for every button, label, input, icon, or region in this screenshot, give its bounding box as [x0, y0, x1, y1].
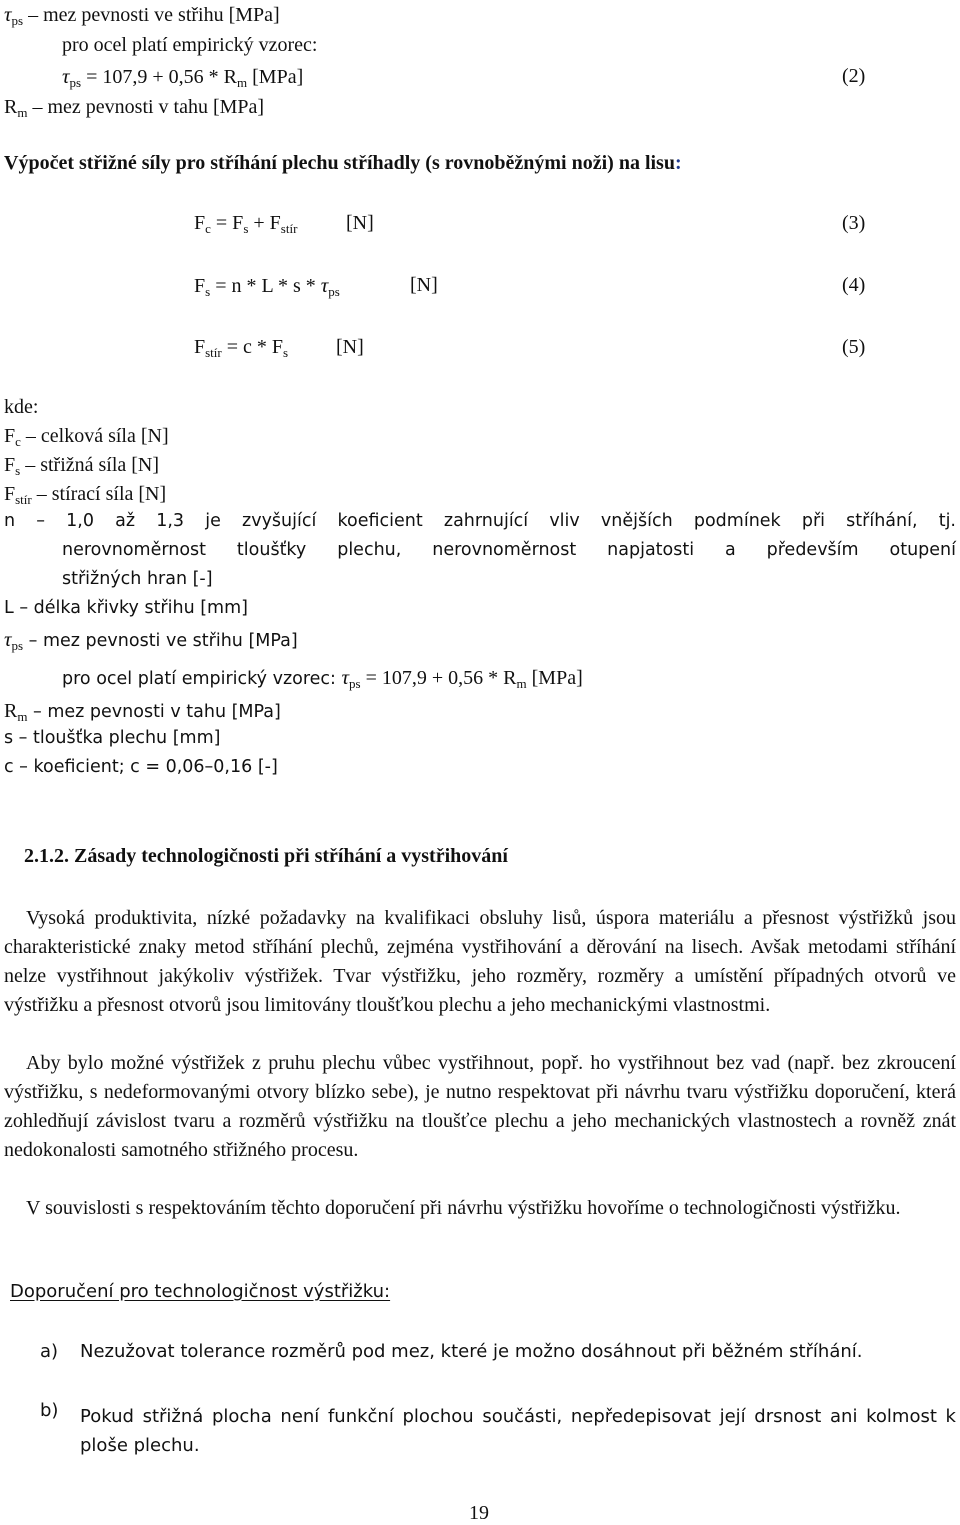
- rule-text: pro ocel platí empirický vzorec:: [62, 669, 342, 689]
- empirical-rule-label: pro ocel platí empirický vzorec:: [62, 34, 318, 56]
- equation-text: + F: [248, 212, 281, 234]
- f-symbol: F: [194, 336, 206, 358]
- f-symbol: F: [194, 275, 206, 297]
- equation-number-4: (4): [842, 274, 866, 296]
- paragraph-2: Aby bylo možné výstřižek z pruhu plechu vůbec vystřihnout, popř. ho vystřihnout bez vad (např. bez zkroucení výstřižku, s nedeformovanými otvory blízko sebe), je nutno respektovat při návrhu tvaru výstřižku doporučení, která zohledňují závislost tvaru a rozměrů výstřižku na tloušťce plechu a jeho mechanických vlastnostech a rovněž znát nedokonalosti samotného střižného procesu.: [4, 1052, 956, 1161]
- definition-text: – celková síla [N]: [25, 425, 169, 447]
- f-symbol: F: [4, 425, 16, 447]
- definition-text: – mez pevnosti v tahu [MPa]: [33, 702, 281, 722]
- equation-3-unit: [N]: [346, 212, 374, 234]
- subscript-s: s: [205, 284, 211, 299]
- n-definition-line2: nerovnoměrnost tloušťky plechu, nerovnoměrnost napjatosti a především otupení: [62, 540, 956, 560]
- heading-colon: :: [674, 152, 682, 174]
- r-symbol: R: [4, 700, 18, 722]
- paragraph-1: Vysoká produktivita, nízké požadavky na kvalifikaci obsluhy lisů, úspora materiálu a přesnost výstřižků jsou charakteristické znaky metod stříhání plechů, zejména vystřihování a děrování na lisech. Avšak metodami stříhání nelze vystřihnout jakýkoliv výstřižek. Tvar výstřižku, jeho rozměry, rozměry a umístění případných otvorů ve výstřižku a přesnost otvorů jsou limitovány tloušťkou plechu a jeho mechanickými vlastnostmi.: [4, 907, 956, 1016]
- subscript-c: c: [205, 221, 211, 236]
- subscript-ps: ps: [349, 676, 361, 691]
- subscript-m: m: [17, 105, 28, 120]
- empirical-rule-line: [62, 667, 583, 689]
- tau-symbol: τ: [341, 665, 350, 689]
- recommendations-heading: Doporučení pro technologičnost výstřižku:: [10, 1281, 391, 1302]
- equation-text: = F: [210, 212, 244, 234]
- subscript-m: m: [237, 75, 248, 90]
- page-number: 19: [469, 1502, 489, 1524]
- c-definition: c – koeficient; c = 0,06–0,16 [-]: [4, 757, 278, 777]
- formula-text: = 107,9 + 0,56 * R: [360, 667, 517, 689]
- subscript-c: c: [15, 434, 21, 449]
- definition-text: – stírací síla [N]: [36, 483, 167, 505]
- r-symbol: R: [4, 96, 18, 118]
- f-symbol: F: [4, 454, 16, 476]
- list-item-b-label: b): [40, 1400, 59, 1421]
- subscript-m: m: [516, 676, 527, 691]
- tau-symbol: τ: [320, 273, 329, 297]
- subscript-s: s: [283, 345, 289, 360]
- tau-symbol: τ: [62, 64, 70, 88]
- formula-2: [62, 64, 304, 90]
- equation-text: = c * F: [221, 336, 284, 358]
- definition-text: – mez pevnosti ve střihu [MPa]: [28, 4, 280, 26]
- subscript-ps: ps: [11, 13, 24, 28]
- n-definition-line3: střižných hran [-]: [62, 569, 213, 589]
- subscript-stir: stír: [205, 345, 222, 360]
- fs-definition: [4, 454, 160, 478]
- s-definition: s – tloušťka plechu [mm]: [4, 728, 221, 748]
- tau-symbol: τ: [4, 2, 12, 26]
- f-symbol: F: [194, 212, 206, 234]
- equation-number-2: (2): [842, 65, 866, 87]
- tau-definition: [4, 629, 298, 651]
- equation-text: = n * L * s *: [210, 275, 321, 297]
- equation-5-unit: [N]: [336, 336, 364, 358]
- equation-number-3: (3): [842, 212, 866, 234]
- n-definition-line1: n – 1,0 až 1,3 je zvyšující koeficient zahrnující vliv vnějších podmínek při stříhání, tj.: [4, 511, 956, 531]
- equation-3: [194, 212, 298, 236]
- rm-definition-top: [4, 96, 265, 120]
- paragraph-3: V souvislosti s respektováním těchto doporučení při návrhu výstřižku hovoříme o technologičnosti výstřižku.: [26, 1197, 901, 1219]
- subscript-s: s: [15, 463, 21, 478]
- subscript-ps: ps: [328, 284, 340, 299]
- subscript-ps: ps: [69, 75, 82, 90]
- subscript-stir: stír: [15, 492, 32, 507]
- section-heading-force: [4, 153, 682, 173]
- subscript-stir: stír: [280, 221, 298, 236]
- fstir-definition: [4, 483, 167, 507]
- rm-definition: [4, 701, 281, 722]
- list-item-a-text: Nezužovat tolerance rozměrů pod mez, které je možno dosáhnout při běžném stříhání.: [80, 1341, 863, 1362]
- subscript-m: m: [17, 709, 28, 724]
- tau-definition-top: [4, 2, 280, 28]
- section-title: 2.1.2. Zásady technologičnosti při stříhání a vystřihování: [24, 845, 508, 867]
- formula-text: = 107,9 + 0,56 * R: [86, 66, 237, 88]
- equation-number-5: (5): [842, 336, 866, 358]
- definition-text: – střižná síla [N]: [25, 454, 160, 476]
- heading-text: Výpočet střižné síly pro stříhání plechu stříhadly (s rovnoběžnými noži) na lisu: [4, 152, 675, 174]
- unit-text: [MPa]: [526, 667, 583, 689]
- definition-text: – mez pevnosti v tahu [MPa]: [32, 96, 265, 118]
- definition-text: – mez pevnosti ve střihu [MPa]: [28, 631, 298, 651]
- list-item-a-label: a): [40, 1341, 59, 1362]
- equation-4: [194, 273, 340, 299]
- subscript-s: s: [243, 221, 249, 236]
- list-item-b-text: Pokud střižná plocha není funkční plochou součásti, nepředepisovat její drsnost ani kolmost k ploše plechu.: [80, 1406, 956, 1456]
- f-symbol: F: [4, 483, 16, 505]
- where-label: kde:: [4, 396, 39, 418]
- tau-symbol: τ: [4, 627, 12, 651]
- equation-4-unit: [N]: [410, 274, 438, 296]
- fc-definition: [4, 425, 169, 449]
- l-definition: L – délka křivky střihu [mm]: [4, 598, 248, 618]
- unit-text: [MPa]: [252, 66, 304, 88]
- subscript-ps: ps: [11, 638, 24, 653]
- equation-5: [194, 336, 289, 360]
